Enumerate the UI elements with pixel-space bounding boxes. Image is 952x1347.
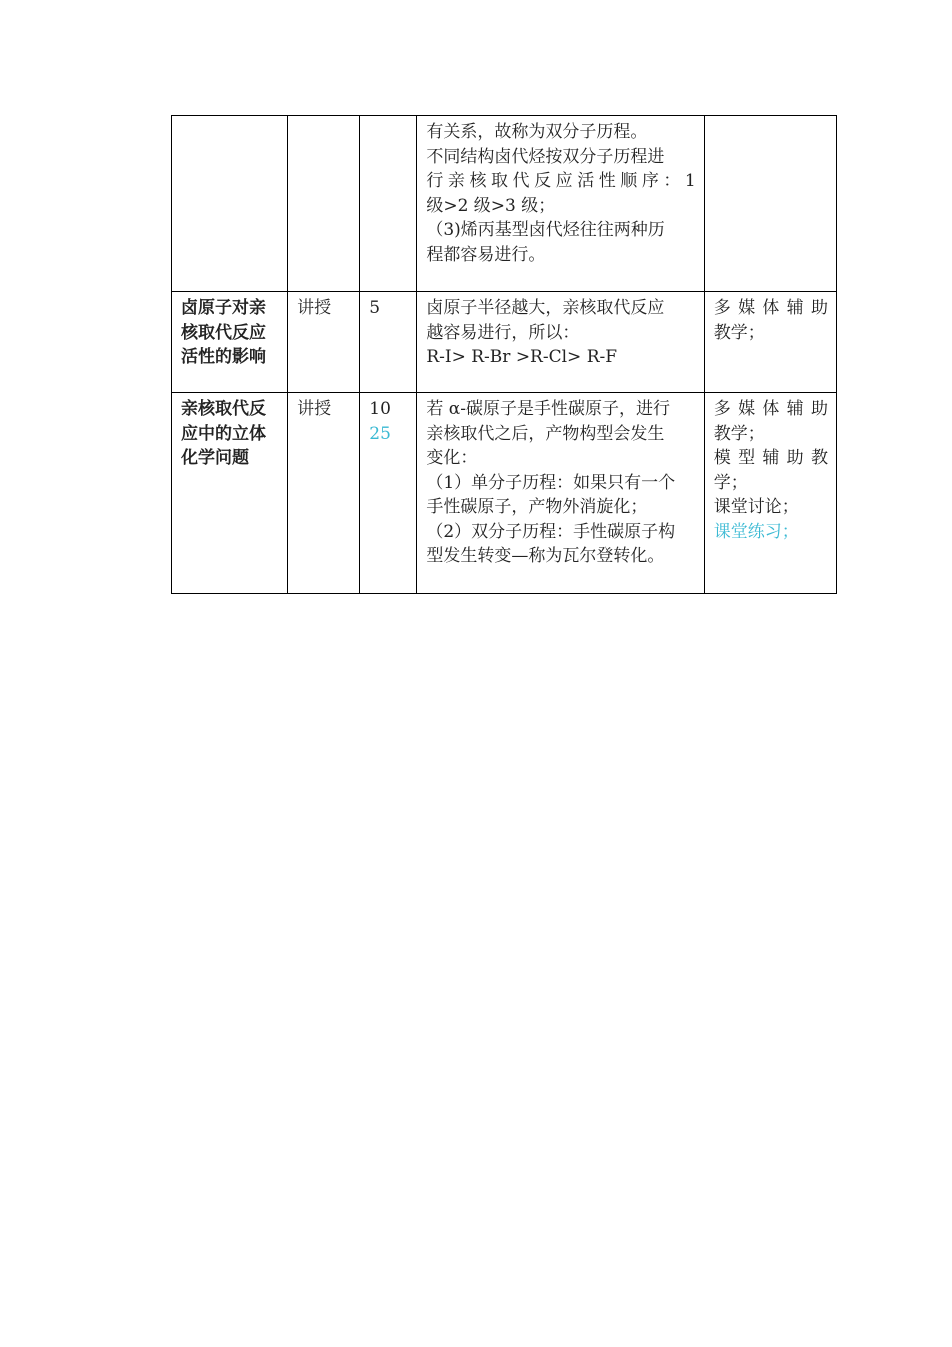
content-line: （2）双分子历程：手性碳原子构 xyxy=(426,521,676,542)
content-line: 若 α-碳原子是手性碳原子，进行 xyxy=(426,399,670,419)
topic-cell xyxy=(172,292,288,393)
content-line: （3)烯丙基型卤代烃往往两种历 xyxy=(426,220,665,240)
topic-line: 卤原子对亲 xyxy=(181,298,266,318)
content-line: 亲核取代之后，产物构型会发生 xyxy=(426,423,665,444)
aids-cell xyxy=(704,292,836,393)
content-line: 有关系，故称为双分子历程。 xyxy=(426,122,648,142)
method-text: 讲授 xyxy=(297,399,332,419)
method-text: 讲授 xyxy=(297,298,332,318)
time-cell xyxy=(360,116,417,292)
aids-line: 多 媒 体 辅 助 xyxy=(713,298,828,318)
time-cell xyxy=(360,393,417,594)
topic-cell xyxy=(172,393,288,594)
aids-line: 课堂讨论； xyxy=(713,497,799,517)
content-line: 行亲核取代反应活性顺序：1 xyxy=(426,171,696,191)
content-line: 不同结构卤代烃按双分子历程进 xyxy=(426,146,665,167)
time-text: 10 xyxy=(369,399,391,419)
content-line: 手性碳原子，产物外消旋化； xyxy=(426,497,648,517)
content-cell xyxy=(417,116,704,292)
table-row xyxy=(172,393,837,594)
lesson-plan-table xyxy=(171,115,837,594)
content-line: R-I> R-Br >R-Cl> R-F xyxy=(426,347,618,367)
table-row xyxy=(172,116,837,292)
aids-line: 教学； xyxy=(713,423,765,444)
method-cell xyxy=(288,292,360,393)
content-line: （1）单分子历程：如果只有一个 xyxy=(426,472,676,493)
aids-line: 多 媒 体 辅 助 xyxy=(713,399,828,419)
time-cell xyxy=(360,292,417,393)
content-line: 级>2 级>3 级； xyxy=(426,195,556,216)
topic-line: 应中的立体 xyxy=(181,423,266,444)
content-line: 型发生转变—称为瓦尔登转化。 xyxy=(426,546,665,566)
content-line: 卤原子半径越大，亲核取代反应 xyxy=(426,298,665,318)
topic-cell xyxy=(172,116,288,292)
content-cell xyxy=(417,393,704,594)
time-highlight-text: 25 xyxy=(369,423,391,444)
content-cell xyxy=(417,292,704,393)
aids-line: 学； xyxy=(713,472,748,493)
content-line: 程都容易进行。 xyxy=(426,244,546,265)
topic-line: 亲核取代反 xyxy=(181,399,266,419)
aids-cell xyxy=(704,116,836,292)
topic-line: 核取代反应 xyxy=(181,322,266,343)
aids-cell xyxy=(704,393,836,594)
aids-line: 模 型 辅 助 教 xyxy=(713,448,828,468)
table-row xyxy=(172,292,837,393)
aids-line: 教学； xyxy=(713,322,765,343)
topic-line: 化学问题 xyxy=(181,448,249,468)
time-text: 5 xyxy=(369,298,381,318)
aids-highlight-line: 课堂练习； xyxy=(713,521,799,542)
topic-line: 活性的影响 xyxy=(181,347,266,367)
content-line: 越容易进行，所以： xyxy=(426,322,580,343)
content-line: 变化： xyxy=(426,448,478,468)
method-cell xyxy=(288,116,360,292)
method-cell xyxy=(288,393,360,594)
